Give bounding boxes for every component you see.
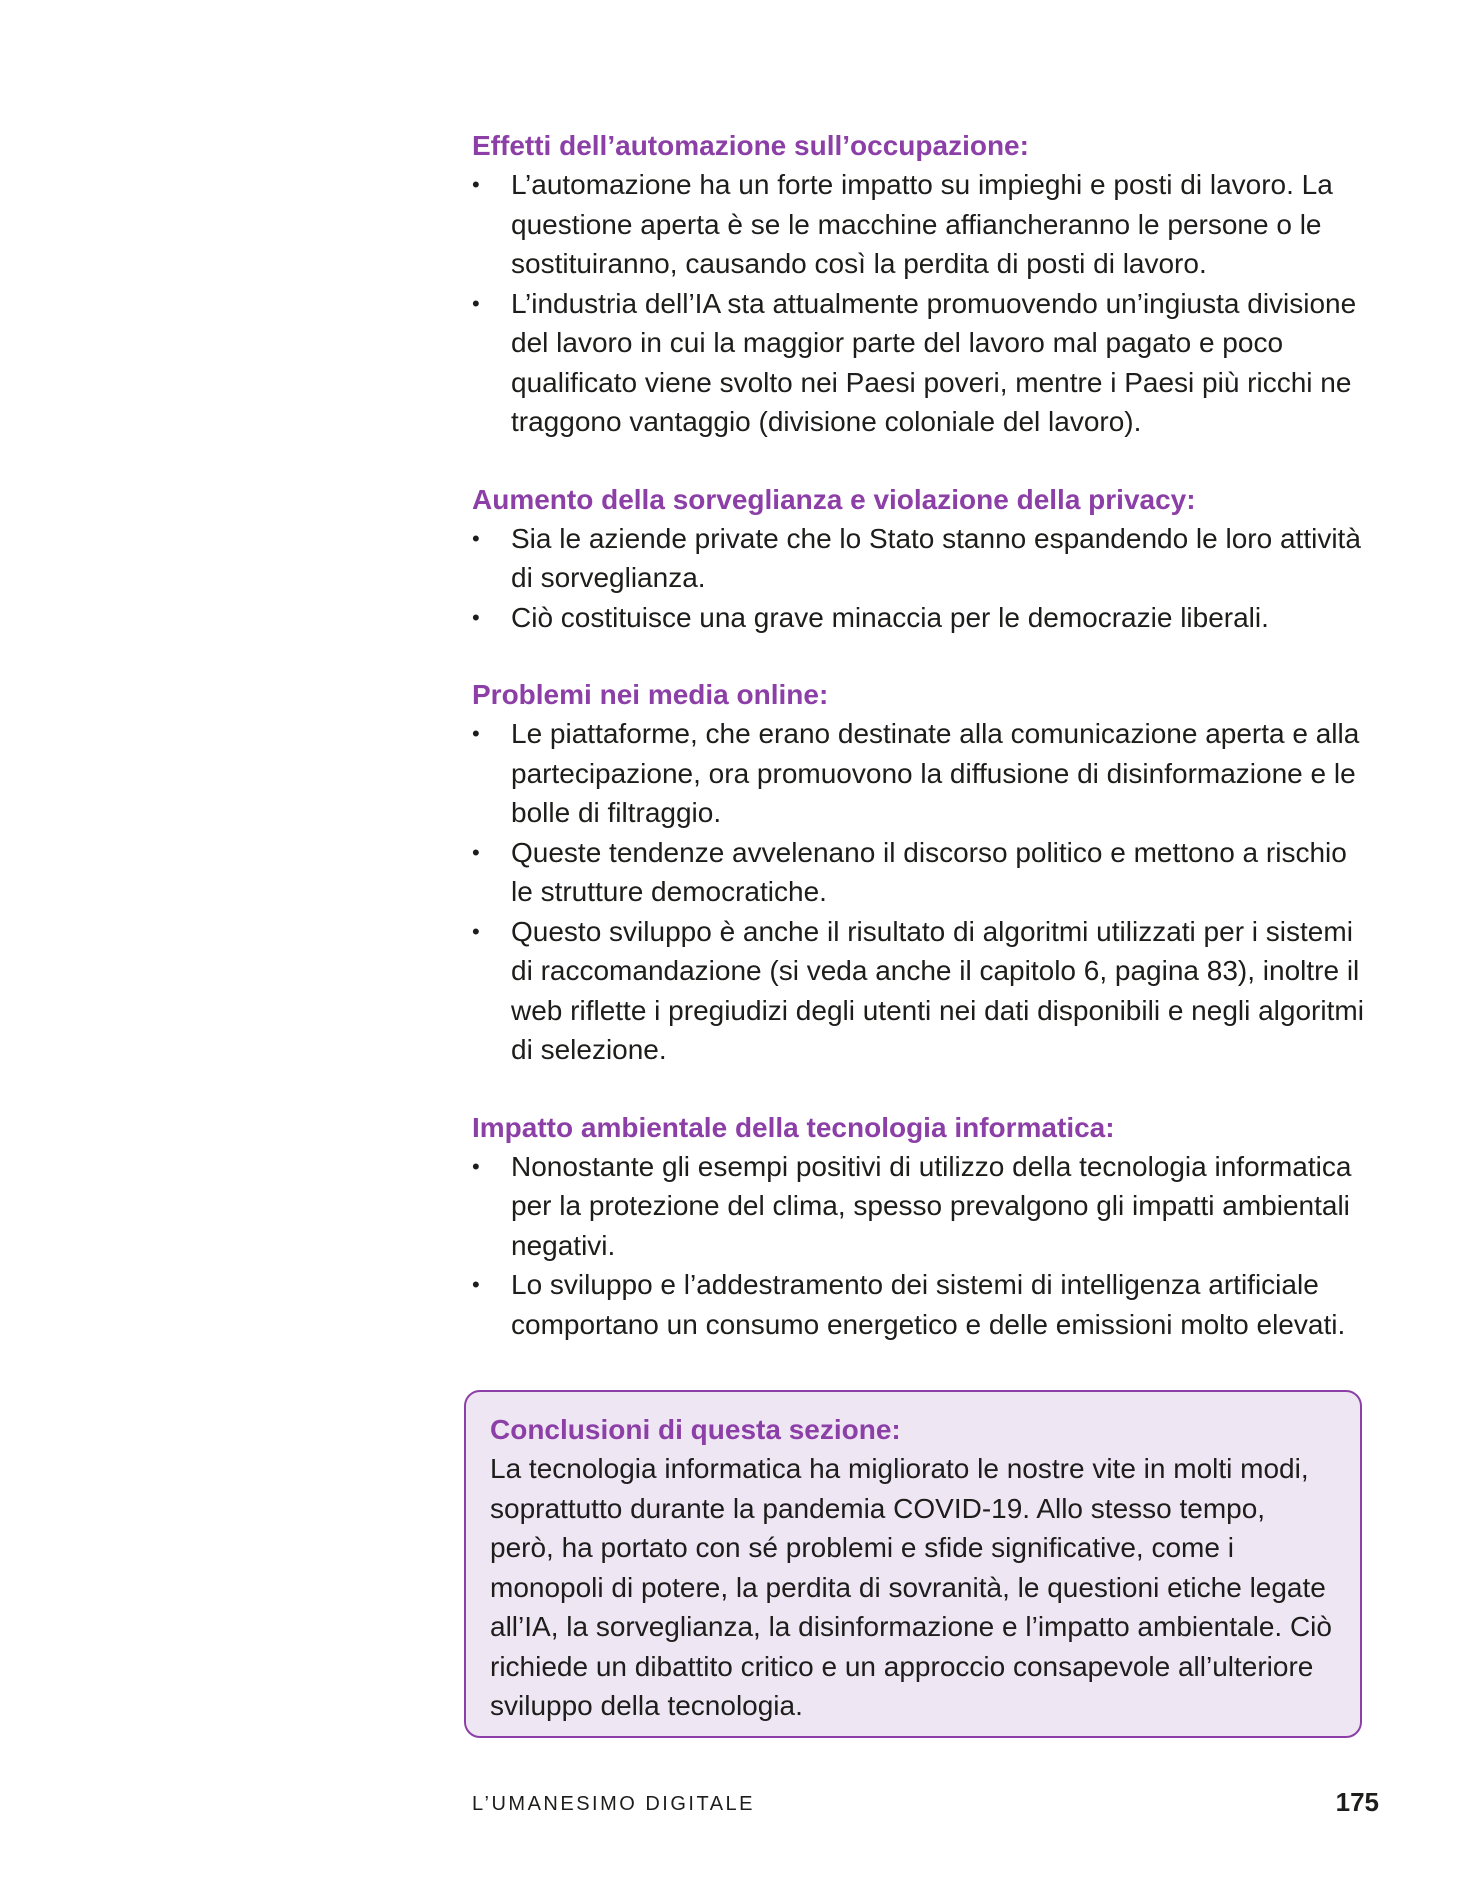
section-title: Impatto ambientale della tecnologia informatica: bbox=[472, 1111, 1115, 1143]
bullet-item: • L’industria dell’IA sta attualmente promuovendo un’ingiusta divisione del lavoro in cui la maggior parte del lavoro mal pagato e poco qualificato viene svolto nei Paesi poveri, mentre i Paesi più ricchi ne traggono vantaggio (divisione coloniale del lavoro). bbox=[472, 284, 1372, 442]
bullet-item: • L’automazione ha un forte impatto su impieghi e posti di lavoro. La questione aperta è se le macchine affiancheranno le persone o le sostituiranno, causando così la perdita di posti di lavoro. bbox=[472, 165, 1372, 284]
section-title: Problemi nei media online: bbox=[472, 679, 829, 710]
footer-book-title: L’UMANESIMO DIGITALE bbox=[472, 1793, 756, 1815]
bullet-list bbox=[472, 1147, 1372, 1345]
bullet-list bbox=[472, 714, 1372, 1070]
main-content bbox=[472, 126, 1372, 1382]
section-surveillance bbox=[472, 480, 1372, 638]
bullet-item: • Lo sviluppo e l’addestramento dei sistemi di intelligenza artificiale comportano un consumo energetico e delle emissioni molto elevati. bbox=[472, 1265, 1372, 1344]
bullet-item: • Sia le aziende private che lo Stato stanno espandendo le loro attività di sorveglianza. bbox=[472, 519, 1372, 598]
bullet-item: • Questo sviluppo è anche il risultato di algoritmi utilizzati per i sistemi di raccomandazione (si veda anche il capitolo 6, pagina 83), inoltre il web riflette i pregiudizi degli utenti nei dati disponibili e negli algoritmi di selezione. bbox=[472, 912, 1372, 1070]
conclusion-title: Conclusioni di questa sezione: bbox=[490, 1414, 901, 1445]
conclusion-box bbox=[464, 1390, 1362, 1738]
bullet-item: • Nonostante gli esempi positivi di utilizzo della tecnologia informatica per la protezione del clima, spesso prevalgono gli impatti ambientali negativi. bbox=[472, 1147, 1372, 1266]
conclusion-text: La tecnologia informatica ha migliorato le nostre vite in molti modi, soprattutto durante la pandemia COVID-19. Allo stesso tempo, però, ha portato con sé problemi e sfide significative, come i monopoli di potere, la perdita di sovranità, le questioni etiche legate all’IA, la sorveglianza, la disinformazione e l’impatto ambientale. Ciò richiede un dibattito critico e un approccio consapevole all’ulteriore sviluppo della tecnologia. bbox=[490, 1453, 1332, 1721]
bullet-item: • Queste tendenze avvelenano il discorso politico e mettono a rischio le strutture democratiche. bbox=[472, 833, 1372, 912]
bullet-item: • Le piattaforme, che erano destinate alla comunicazione aperta e alla partecipazione, ora promuovono la diffusione di disinformazione e le bolle di filtraggio. bbox=[472, 714, 1372, 833]
section-title: Aumento della sorveglianza e violazione della privacy: bbox=[472, 483, 1196, 515]
section-title: Effetti dell’automazione sull’occupazione: bbox=[472, 130, 1029, 161]
section-environment bbox=[472, 1108, 1372, 1345]
section-automation bbox=[472, 126, 1372, 442]
section-online-media bbox=[472, 675, 1372, 1070]
bullet-list bbox=[472, 519, 1372, 638]
bullet-list bbox=[472, 165, 1372, 442]
page-number: 175 bbox=[1335, 1787, 1379, 1817]
bullet-item: • Ciò costituisce una grave minaccia per le democrazie liberali. bbox=[472, 598, 1372, 638]
